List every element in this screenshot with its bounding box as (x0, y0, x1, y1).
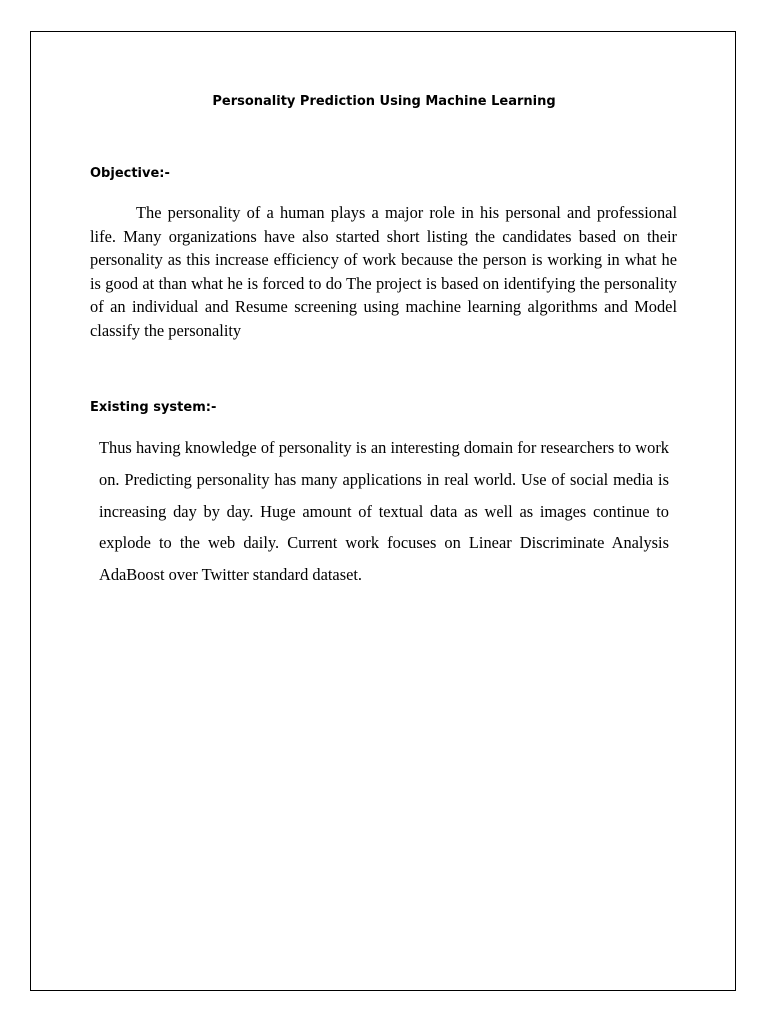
objective-paragraph: The personality of a human plays a major role in his personal and professional life. Many organizations have also started short listing the candidates based on their personality as this increase efficiency of work because the person is working in what he is good at than what he is forced to do The project is based on identifying the personality of an individual and Resume screening using machine learning algorithms and Model classify the personality (90, 203, 677, 340)
existing-system-heading: Existing system:- (90, 400, 217, 415)
document-title: Personality Prediction Using Machine Learning (212, 94, 556, 109)
existing-system-paragraph: Thus having knowledge of personality is an interesting domain for researchers to work on. Predicting personality has many applications in real world. Use of social media is increasing day by day. Huge amount of textual data as well as images continue to explode to the web daily. Current work focuses on Linear Discriminate Analysis AdaBoost over Twitter standard dataset. (99, 438, 669, 585)
objective-heading: Objective:- (90, 166, 170, 181)
